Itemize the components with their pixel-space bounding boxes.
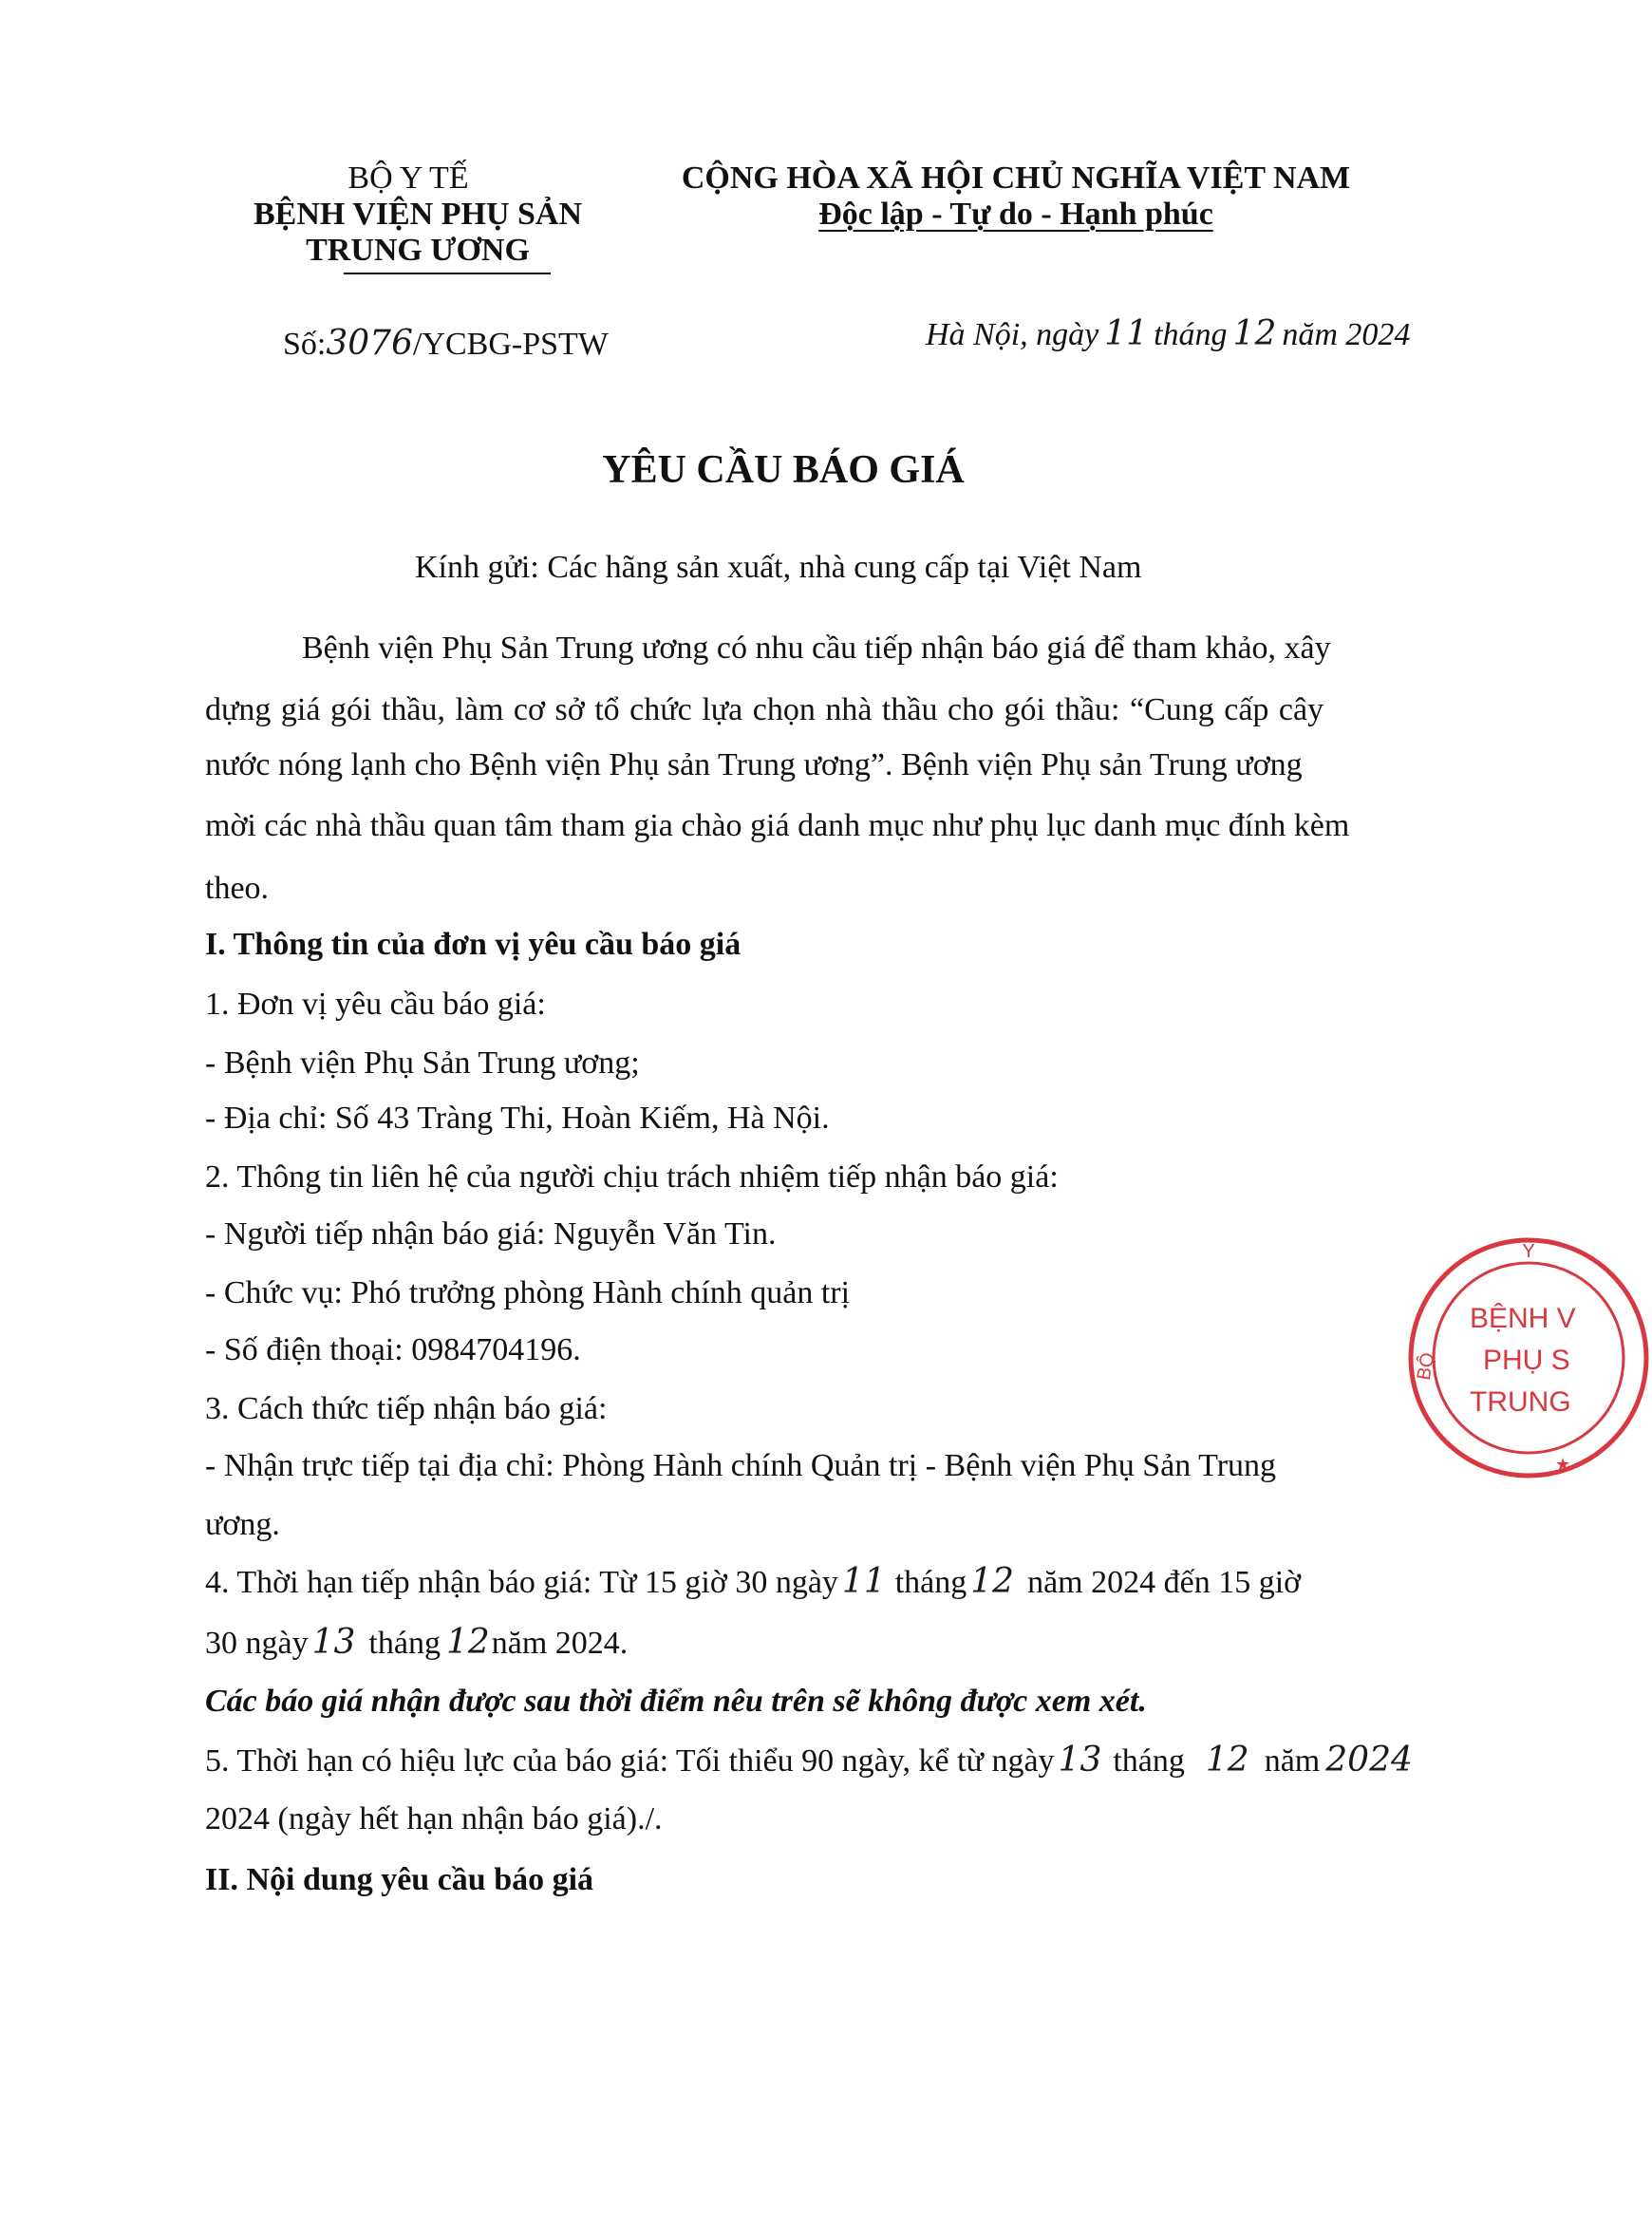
national-motto: Độc lập - Tự do - Hạnh phúc <box>818 197 1213 232</box>
late-quotation-notice: Các báo giá nhận được sau thời điểm nêu trên sẽ không được xem xét. <box>205 1684 1147 1719</box>
intro-line-5: theo. <box>205 871 270 906</box>
item5-year-handwritten: 2024 <box>1325 1741 1413 1779</box>
item4-end-month-handwritten: 12 <box>445 1623 490 1662</box>
ministry-name: BỘ Y TẾ <box>347 160 469 196</box>
item4-text-d: 30 ngày <box>205 1626 309 1661</box>
section1-line-5: - Người tiếp nhận báo giá: Nguyễn Văn Tin. <box>205 1216 777 1252</box>
doc-no-prefix: Số: <box>283 327 327 362</box>
section1-line-3: - Địa chỉ: Số 43 Tràng Thi, Hoàn Kiếm, Hà Nội. <box>205 1101 830 1136</box>
date-part2: tháng <box>1154 317 1228 352</box>
item5-day-handwritten: 13 <box>1058 1741 1102 1779</box>
item5-text-a: 5. Thời hạn có hiệu lực của báo giá: Tối thiểu 90 ngày, kể từ ngày <box>205 1743 1055 1779</box>
stamp-top-letter: Y <box>1522 1241 1535 1262</box>
item4-text-c: năm 2024 đến 15 giờ <box>1027 1565 1302 1600</box>
hospital-name-line2: TRUNG ƯƠNG <box>306 233 530 268</box>
doc-no-suffix: /YCBG-PSTW <box>412 327 609 362</box>
section1-line-2: - Bệnh viện Phụ Sản Trung ương; <box>205 1045 640 1081</box>
item5-line-2: 2024 (ngày hết hạn nhận báo giá)./. <box>205 1801 663 1836</box>
intro-line-3: nước nóng lạnh cho Bệnh viện Phụ sản Trung ương”. Bệnh viện Phụ sản Trung ương <box>205 747 1303 782</box>
item4-text-b: tháng <box>894 1565 967 1600</box>
item5-line-1 <box>205 1742 1413 1780</box>
stamp-line3: TRUNG <box>1470 1386 1571 1418</box>
item5-month-handwritten: 12 <box>1205 1741 1249 1779</box>
date-part3: năm 2024 <box>1282 317 1411 352</box>
date-day-handwritten: 11 <box>1104 314 1149 353</box>
document-number <box>283 325 609 364</box>
item4-line-1 <box>205 1563 1301 1602</box>
item4-end-day-handwritten: 13 <box>311 1623 356 1662</box>
item4-text-a: 4. Thời hạn tiếp nhận báo giá: Từ 15 giờ 30 ngày <box>205 1565 838 1600</box>
item4-day-handwritten: 11 <box>841 1562 886 1601</box>
item5-text-b: tháng <box>1113 1743 1185 1779</box>
section1-line-6: - Chức vụ: Phó trưởng phòng Hành chính quản trị <box>205 1275 851 1310</box>
section1-line-8: 3. Cách thức tiếp nhận báo giá: <box>205 1391 608 1426</box>
stamp-star-icon: ★ <box>1555 1455 1571 1474</box>
recipient-line: Kính gửi: Các hãng sản xuất, nhà cung cấp tại Việt Nam <box>415 550 1142 585</box>
date-part1: Hà Nội, ngày <box>926 317 1099 352</box>
item4-text-f: năm 2024. <box>491 1626 629 1661</box>
stamp-line2: PHỤ S <box>1483 1345 1570 1376</box>
date-month-handwritten: 12 <box>1232 314 1277 353</box>
hospital-seal-stamp <box>1405 1234 1652 1481</box>
section1-line-9: - Nhận trực tiếp tại địa chỉ: Phòng Hành chính Quản trị - Bệnh viện Phụ Sản Trung <box>205 1448 1277 1483</box>
republic-name: CỘNG HÒA XÃ HỘI CHỦ NGHĨA VIỆT NAM <box>681 160 1351 196</box>
section1-line-10: ương. <box>205 1507 280 1542</box>
intro-line-2: dựng giá gói thầu, làm cơ sở tổ chức lựa chọn nhà thầu cho gói thầu: “Cung cấp cây <box>205 692 1324 727</box>
item5-text-c: năm <box>1264 1743 1321 1779</box>
item4-text-e: tháng <box>368 1626 441 1661</box>
header-left-rule <box>344 273 551 274</box>
item4-month-handwritten: 12 <box>970 1562 1015 1601</box>
section1-heading: I. Thông tin của đơn vị yêu cầu báo giá <box>205 927 742 962</box>
intro-line-1: Bệnh viện Phụ Sản Trung ương có nhu cầu tiếp nhận báo giá để tham khảo, xây <box>302 631 1331 666</box>
doc-no-handwritten: 3076 <box>326 324 413 363</box>
section1-line-7: - Số điện thoại: 0984704196. <box>205 1332 581 1367</box>
section2-heading: II. Nội dung yêu cầu báo giá <box>205 1862 594 1897</box>
intro-line-4: mời các nhà thầu quan tâm tham gia chào giá danh mục như phụ lục danh mục đính kèm <box>205 808 1350 843</box>
section1-line-4: 2. Thông tin liên hệ của người chịu trách nhiệm tiếp nhận báo giá: <box>205 1159 1059 1195</box>
item4-line-2 <box>205 1624 628 1663</box>
section1-line-1: 1. Đơn vị yêu cầu báo giá: <box>205 987 546 1022</box>
stamp-side-letters: BỘ <box>1413 1350 1439 1383</box>
document-date <box>926 315 1410 354</box>
hospital-name-line1: BỆNH VIỆN PHỤ SẢN <box>253 197 583 232</box>
stamp-line1: BỆNH V <box>1470 1303 1576 1334</box>
document-title: YÊU CẦU BÁO GIÁ <box>602 448 965 492</box>
